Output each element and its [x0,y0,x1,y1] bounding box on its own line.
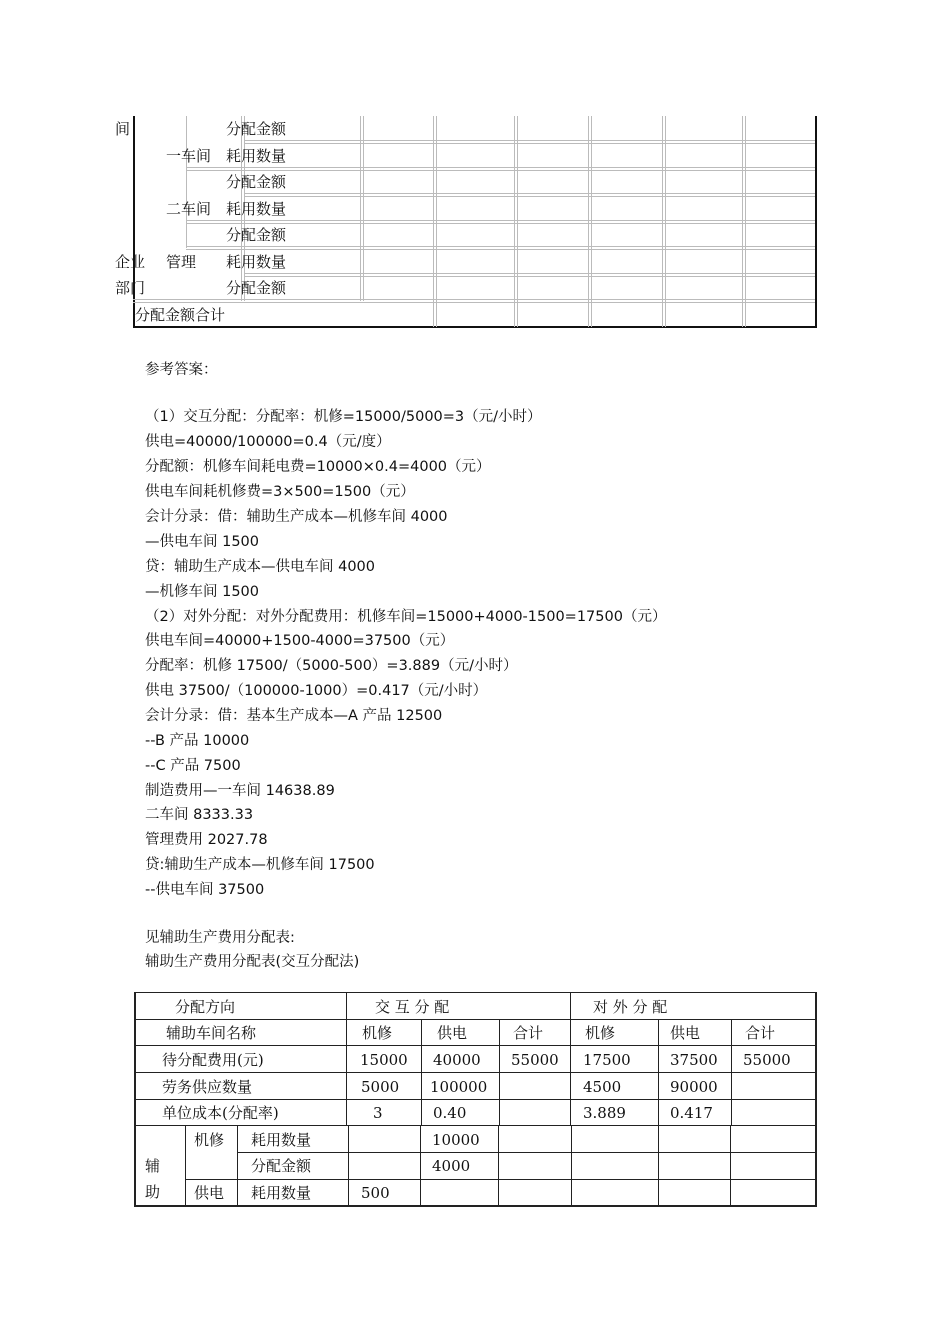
row-label-cost-to-allocate: 待分配费用(元) [162,1051,264,1069]
answer-line: 供电 37500/（100000-1000）=0.417（元/小时） [145,683,488,699]
answer-line: （1）交互分配：分配率：机修=15000/5000=3（元/小时） [145,409,542,425]
subheader-gongdian: 供电 [437,1024,468,1042]
answer-line: 贷:辅助生产成本—机修车间 17500 [145,857,375,873]
row-label-workshop-2: 二车间 [166,200,212,218]
cell-value: 10000 [432,1131,480,1149]
cell-value: 3 [373,1104,383,1122]
answer-line: 分配额：机修车间耗电费=10000×0.4=4000（元） [145,459,491,475]
row-label-workshop: 间 [115,120,131,138]
answer-line: 二车间 8333.33 [145,807,254,823]
table-title: 辅助生产费用分配表(交互分配法) [145,954,360,970]
cell-value: 40000 [433,1051,481,1069]
header-direction: 分配方向 [175,998,236,1016]
subgroup-jixiu: 机修 [194,1131,225,1149]
cell-value: 3.889 [583,1104,626,1122]
row-label-management: 管理 [166,253,197,271]
cell-value: 15000 [360,1051,408,1069]
header-workshop-name: 辅助车间名称 [166,1024,257,1042]
cell-value: 0.40 [433,1104,467,1122]
answer-line: 分配率：机修 17500/（5000-500）=3.889（元/小时） [145,658,518,674]
subheader-total: 合计 [513,1024,544,1042]
total-amount-label: 分配金额合计 [135,306,226,324]
row-label-quantity: 耗用数量 [251,1131,312,1149]
answer-line: 供电车间=40000+1500-4000=37500（元） [145,633,455,649]
cell-value: 0.417 [670,1104,713,1122]
subgroup-gongdian: 供电 [194,1184,225,1202]
cell-value: 4000 [432,1157,471,1175]
answer-line: 供电=40000/100000=0.4（元/度） [145,434,391,450]
group-label-auxiliary-2: 助 [145,1183,161,1201]
cell-value: 5000 [361,1078,400,1096]
answer-line: --B 产品 10000 [145,733,250,749]
answer-line: --供电车间 37500 [145,882,265,898]
subheader-jixiu: 机修 [362,1024,393,1042]
row-label-amount: 分配金额 [226,173,287,191]
answer-line: 会计分录：借：辅助生产成本—机修车间 4000 [145,509,448,525]
header-external-allocation: 对 外 分 配 [593,998,668,1016]
row-label-quantity: 耗用数量 [226,147,287,165]
group-label-auxiliary-1: 辅 [145,1157,161,1175]
answer-line: 贷：辅助生产成本—供电车间 4000 [145,559,376,575]
answer-line: 会计分录：借：基本生产成本—A 产品 12500 [145,708,443,724]
row-label-amount: 分配金额 [251,1157,312,1175]
cell-value: 500 [361,1184,390,1202]
answer-heading: 参考答案： [145,362,218,378]
cell-value: 90000 [670,1078,718,1096]
row-label-amount: 分配金额 [226,226,287,244]
header-interactive-allocation: 交 互 分 配 [375,998,450,1016]
subheader-total: 合计 [745,1024,776,1042]
subheader-jixiu: 机修 [585,1024,616,1042]
cell-value: 17500 [583,1051,631,1069]
answer-line: 供电车间耗机修费=3×500=1500（元） [145,484,415,500]
row-label-enterprise: 企业 [115,253,146,271]
cell-value: 4500 [583,1078,622,1096]
answer-line: --C 产品 7500 [145,758,241,774]
cell-value: 55000 [511,1051,559,1069]
row-label-service-quantity: 劳务供应数量 [162,1078,253,1096]
answer-line: —机修车间 1500 [145,584,260,600]
see-table-note: 见辅助生产费用分配表: [145,930,295,946]
answer-line: 制造费用—一车间 14638.89 [145,783,335,799]
row-label-quantity: 耗用数量 [226,253,287,271]
answer-line: （2）对外分配：对外分配费用：机修车间=15000+4000-1500=17500（元） [145,609,667,625]
cell-value: 100000 [430,1078,488,1096]
cell-value: 37500 [670,1051,718,1069]
row-label-workshop-1: 一车间 [166,147,212,165]
row-label-department: 部门 [115,279,146,297]
answer-line: 管理费用 2027.78 [145,832,268,848]
row-label-unit-cost: 单位成本(分配率) [162,1104,279,1122]
row-label-amount: 分配金额 [226,120,287,138]
answer-line: —供电车间 1500 [145,534,260,550]
row-label-quantity: 耗用数量 [251,1184,312,1202]
row-label-amount: 分配金额 [226,279,287,297]
cell-value: 55000 [743,1051,791,1069]
subheader-gongdian: 供电 [670,1024,701,1042]
row-label-quantity: 耗用数量 [226,200,287,218]
